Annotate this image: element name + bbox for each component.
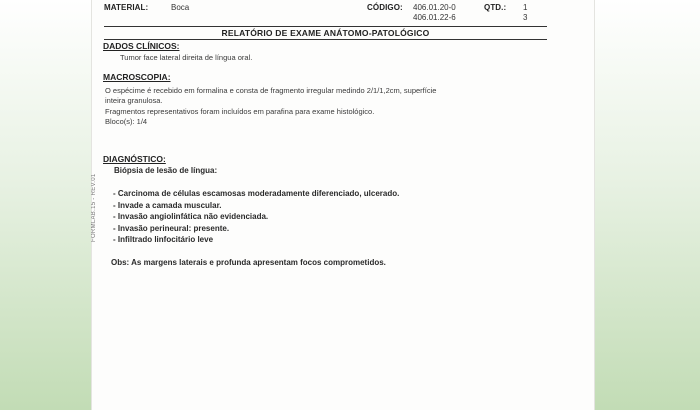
title-top-rule	[104, 26, 547, 27]
dados-clinicos-text: Tumor face lateral direita de língua oral.	[120, 53, 253, 62]
diagnostico-item: - Invasão angiolinfática não evidenciada.	[113, 212, 269, 221]
material-label: MATERIAL:	[104, 3, 149, 12]
qtd-label: QTD.:	[484, 3, 507, 12]
macroscopia-line: Fragmentos representativos foram incluídos em parafina para exame histológico.	[105, 107, 375, 116]
macroscopia-line: Bloco(s): 1/4	[105, 117, 148, 126]
diagnostico-item: - Invasão perineural: presente.	[113, 224, 230, 233]
codigo-label: CÓDIGO:	[367, 3, 403, 12]
macroscopia-line: inteira granulosa.	[105, 96, 163, 105]
title-bottom-rule	[104, 39, 547, 40]
diagnostico-obs: Obs: As margens laterais e profunda apresentam focos comprometidos.	[111, 258, 386, 267]
codigo-value-2: 406.01.22-6	[413, 13, 456, 22]
diagnostico-item: - Carcinoma de células escamosas moderadamente diferenciado, ulcerado.	[113, 189, 400, 198]
macroscopia-heading: MACROSCOPIA:	[103, 72, 171, 82]
macroscopia-line: O espécime é recebido em formalina e consta de fragmento irregular medindo 2/1/1,2cm, superfície	[105, 86, 437, 95]
codigo-value-1: 406.01.20-0	[413, 3, 456, 12]
material-value: Boca	[171, 3, 190, 12]
report-title: RELATÓRIO DE EXAME ANÁTOMO-PATOLÓGICO	[221, 28, 430, 38]
diagnostico-heading: DIAGNÓSTICO:	[103, 154, 166, 164]
diagnostico-item: - Invade a camada muscular.	[113, 201, 222, 210]
diagnostico-item: - Infiltrado linfocitário leve	[113, 235, 214, 244]
report-sheet	[91, 0, 595, 410]
diagnostico-subtitle: Biópsia de lesão de língua:	[114, 166, 218, 175]
right-background	[595, 0, 700, 410]
qtd-value-2: 3	[523, 13, 528, 22]
left-background	[0, 0, 91, 410]
qtd-value-1: 1	[523, 3, 528, 12]
form-code: FORMLAB.15 - REV.01	[91, 173, 97, 242]
dados-clinicos-heading: DADOS CLÍNICOS:	[103, 41, 180, 51]
